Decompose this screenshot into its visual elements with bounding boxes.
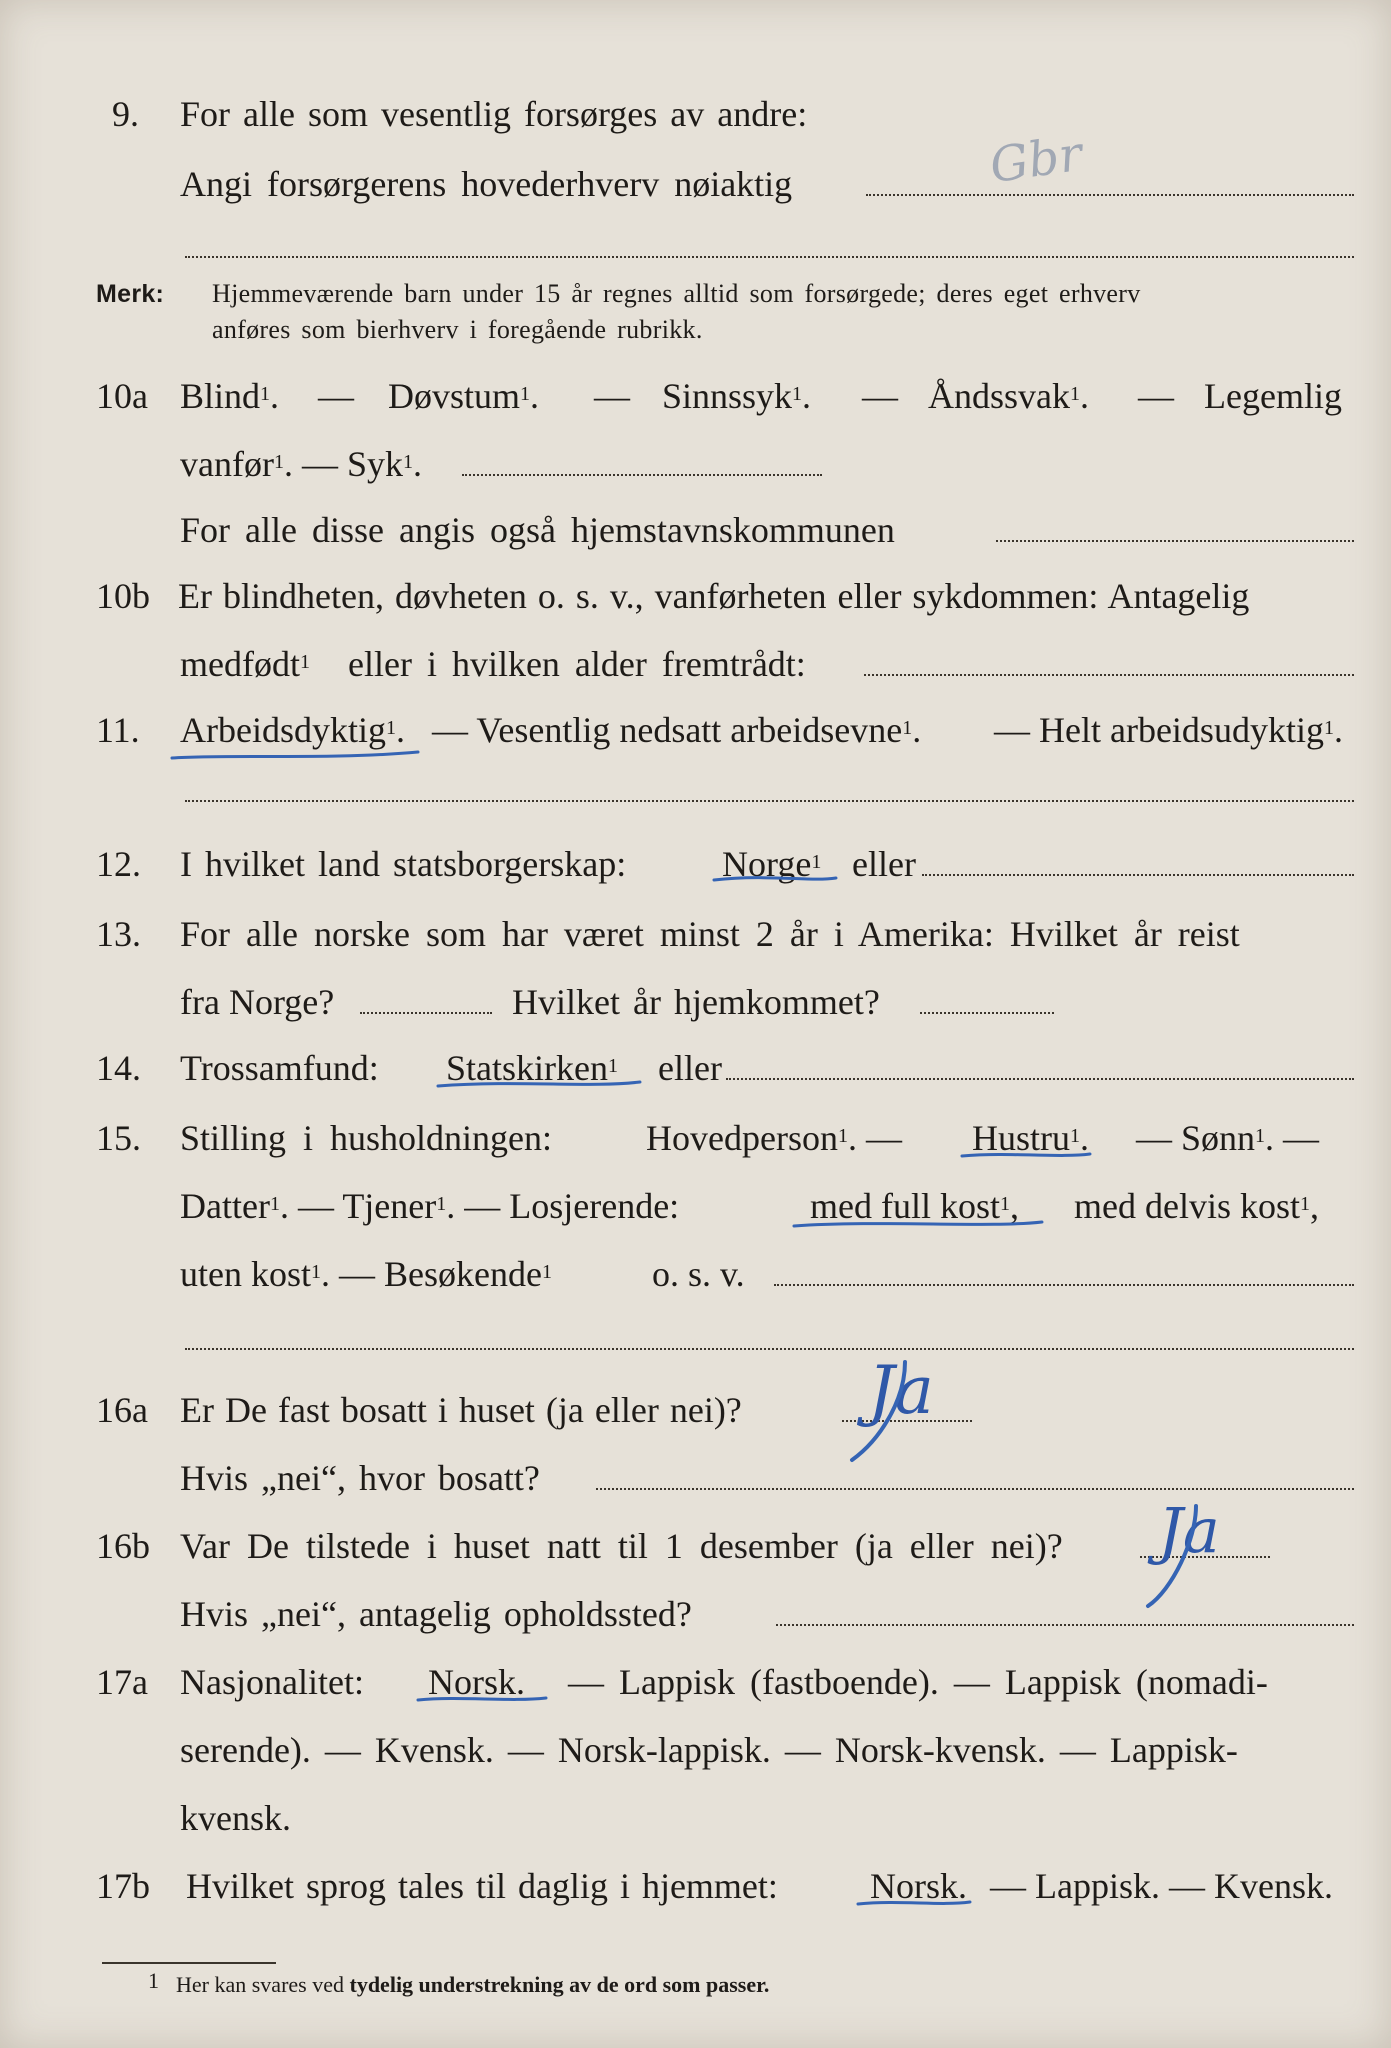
q10a-answer-line[interactable] — [462, 474, 822, 476]
q15-hovedperson: Hovedperson$^1$. — — [646, 1118, 902, 1158]
q15-sonn: — Sønn$^1$. — — [1136, 1118, 1320, 1158]
q17a-norsk: Norsk. — [428, 1662, 525, 1702]
q10b-line1: Er blindheten, døvheten o. s. v., vanførheten eller sykdommen: Antagelig — [178, 576, 1250, 616]
note-line1: Hjemmeværende barn under 15 år regnes alltid som forsørgede; deres eget erhverv — [212, 279, 1141, 308]
q15-full-kost: med full kost$^1$, — [810, 1186, 1019, 1226]
q15-continuation-line[interactable] — [185, 1348, 1354, 1350]
q11-number: 11. — [96, 710, 140, 750]
q17a-line3: kvensk. — [180, 1798, 291, 1838]
q10b-medfodt: medfødt$^1$ — [180, 644, 310, 684]
q15-number: 15. — [96, 1118, 141, 1158]
q13-hjemkommet: Hvilket år hjemkommet? — [512, 982, 880, 1022]
q12-answer-line[interactable] — [922, 874, 1354, 876]
q9-number: 9. — [112, 94, 139, 134]
q14-eller: eller — [658, 1048, 722, 1088]
q15-uten-kost: uten kost$^1$. — Besøkende$^1$ — [180, 1254, 552, 1294]
q16a-handwritten-answer: Ja — [868, 1352, 934, 1429]
q16b-handwritten-answer: Ja — [1158, 1494, 1220, 1567]
q13-hjemkommet-line[interactable] — [920, 1012, 1054, 1014]
q9-line1: For alle som vesentlig forsørges av andre: — [180, 94, 808, 134]
q10b-rest: eller i hvilken alder fremtrådt: — [348, 644, 806, 684]
q15-answer-line[interactable] — [774, 1284, 1354, 1286]
footnote-text: Her kan svares ved tydelig understrekning av de ord som passer. — [176, 1972, 770, 1997]
q16a-line1: Er De fast bosatt i huset (ja eller nei)? — [180, 1390, 742, 1430]
q10a-blind: Blind$^1$. — [180, 376, 280, 416]
q17b-lead: Hvilket sprog tales til daglig i hjemmet: — [186, 1866, 778, 1906]
q15-osv: o. s. v. — [652, 1254, 745, 1294]
underline-arbeidsdyktig — [172, 752, 418, 758]
q9-answer-line[interactable] — [866, 194, 1354, 196]
q17b-norsk: Norsk. — [870, 1866, 967, 1906]
q13-reist-line[interactable] — [360, 1012, 492, 1014]
q17b-number: 17b — [96, 1866, 150, 1906]
q14-answer-line[interactable] — [726, 1078, 1354, 1080]
q11-continuation-line[interactable] — [185, 800, 1354, 802]
q12-text: I hvilket land statsborgerskap: — [180, 844, 627, 884]
q10a-sinnssyk: Sinnssyk$^1$. — [662, 376, 812, 416]
q16a-bosatt-line[interactable] — [596, 1488, 1354, 1490]
q16b-line2: Hvis „nei“, antagelig opholdssted? — [180, 1594, 692, 1634]
q17a-line2: serende). — Kvensk. — Norsk-lappisk. — Norsk-kvensk. — Lappisk- — [180, 1730, 1238, 1770]
q17a-lead: Nasjonalitet: — [180, 1662, 364, 1702]
q15-hustru: Hustru$^1$. — [972, 1118, 1089, 1158]
q12-opt-norge: Norge$^1$ — [722, 844, 822, 884]
footnote-rule — [102, 1962, 276, 1964]
q10a-dash4: — — [1138, 376, 1174, 416]
q15-delvis-kost: med delvis kost$^1$, — [1074, 1186, 1319, 1226]
q16a-line2: Hvis „nei“, hvor bosatt? — [180, 1458, 540, 1498]
q16b-opholdssted-line[interactable] — [776, 1624, 1354, 1626]
q13-line1: For alle norske som har været minst 2 år i Amerika: Hvilket år reist — [180, 914, 1240, 954]
q17a-number: 17a — [96, 1662, 148, 1702]
q16b-number: 16b — [96, 1526, 150, 1566]
q10b-number: 10b — [96, 576, 150, 616]
q14-number: 14. — [96, 1048, 141, 1088]
q11-opt-nedsatt: — Vesentlig nedsatt arbeidsevne$^1$. — [432, 710, 922, 750]
q13-reist: fra Norge? — [180, 982, 335, 1022]
q9-continuation-line[interactable] — [185, 256, 1354, 258]
q10a-dovstum: Døvstum$^1$. — [388, 376, 540, 416]
q14-opt-statskirken: Statskirken$^1$ — [446, 1048, 618, 1088]
footnote-mark: 1 — [148, 1968, 159, 1993]
q13-number: 13. — [96, 914, 141, 954]
q17a-rest1: — Lappisk (fastboende). — Lappisk (nomadi- — [568, 1662, 1268, 1702]
q10a-legemlig: Legemlig — [1204, 376, 1342, 416]
q10a-dash1: — — [318, 376, 354, 416]
q10a-vanfor: vanfør$^1$. — Syk$^1$. — [180, 444, 422, 484]
q10a-dash3: — — [862, 376, 898, 416]
q9-handwritten-answer: Gbr — [986, 125, 1086, 195]
note-label: Merk: — [96, 280, 165, 308]
q15-lead: Stilling i husholdningen: — [180, 1118, 553, 1158]
q11-opt-udyktig: — Helt arbeidsudyktig$^1$. — [994, 710, 1343, 750]
q10a-kommune-line[interactable] — [996, 540, 1354, 542]
q10a-dash2: — — [594, 376, 630, 416]
q17b-rest: — Lappisk. — Kvensk. — [990, 1866, 1333, 1906]
q12-number: 12. — [96, 844, 141, 884]
q10b-answer-line[interactable] — [864, 674, 1354, 676]
note-line2: anføres som bierhverv i foregående rubrikk. — [212, 315, 703, 344]
q10a-number: 10a — [96, 376, 148, 416]
q15-datter: Datter$^1$. — Tjener$^1$. — Losjerende: — [180, 1186, 680, 1226]
q14-text: Trossamfund: — [180, 1048, 379, 1088]
q16a-number: 16a — [96, 1390, 148, 1430]
q10a-andssvak: Åndssvak$^1$. — [928, 376, 1089, 416]
q11-opt-arbeidsdyktig: Arbeidsdyktig$^1$. — [180, 710, 405, 750]
q12-eller: eller — [852, 844, 916, 884]
q16b-line1: Var De tilstede i huset natt til 1 desember (ja eller nei)? — [180, 1526, 1063, 1566]
q9-line2: Angi forsørgerens hovederhverv nøiaktig — [180, 164, 793, 204]
q10a-line3: For alle disse angis også hjemstavnskommunen — [180, 510, 895, 550]
